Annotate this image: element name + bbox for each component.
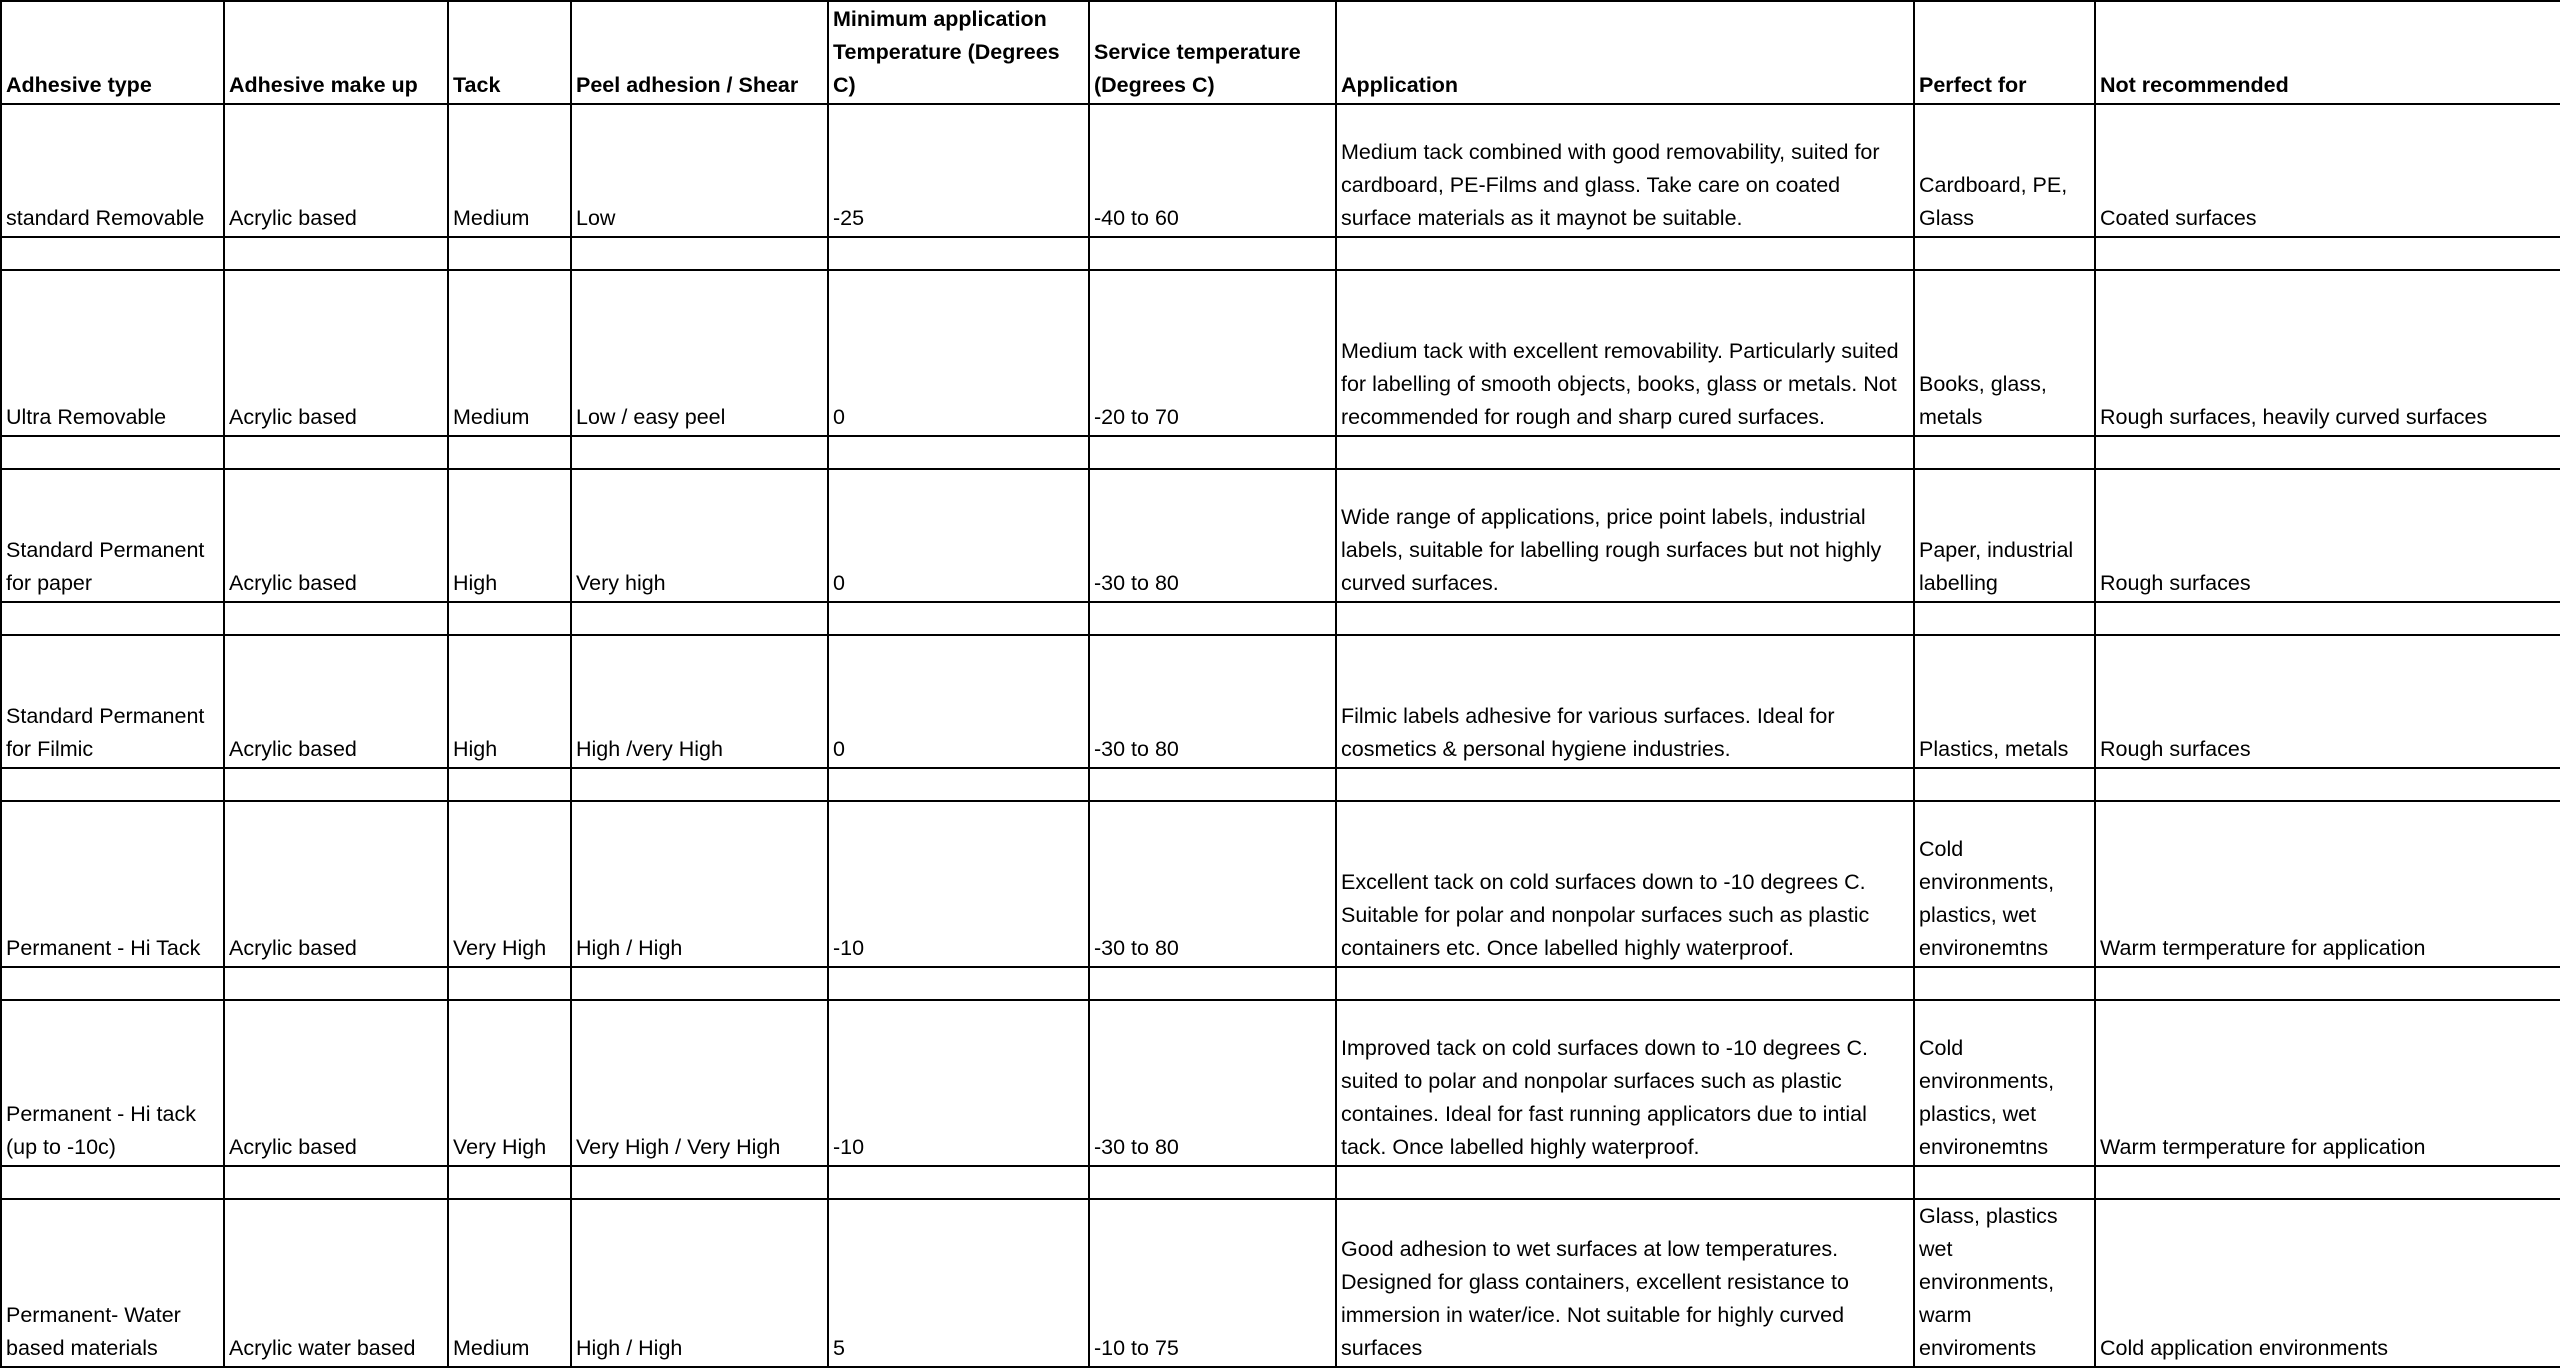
header-adhesive-type[interactable]: Adhesive type [1, 1, 224, 104]
header-row [1, 1, 2560, 104]
cell-not-recommended[interactable]: Coated surfaces [2095, 104, 2560, 237]
cell-service-temp[interactable]: -30 to 80 [1089, 635, 1336, 768]
cell-perfect-for[interactable]: Glass, plastics wet environments, warm enviroments [1914, 1199, 2095, 1367]
cell-not-recommended[interactable]: Rough surfaces [2095, 469, 2560, 602]
cell-make-up[interactable]: Acrylic based [224, 270, 448, 436]
header-adhesive-make-up[interactable]: Adhesive make up [224, 1, 448, 104]
cell-min-temp[interactable]: 0 [828, 469, 1089, 602]
spacer-row [1, 967, 2560, 1000]
cell-make-up[interactable]: Acrylic based [224, 469, 448, 602]
cell-adhesive-type[interactable]: Permanent - Hi Tack [1, 801, 224, 967]
cell-perfect-for[interactable]: Plastics, metals [1914, 635, 2095, 768]
spacer-row [1, 1166, 2560, 1199]
cell-make-up[interactable]: Acrylic based [224, 635, 448, 768]
cell-make-up[interactable]: Acrylic based [224, 104, 448, 237]
cell-min-temp[interactable]: 0 [828, 270, 1089, 436]
header-service-temp[interactable]: Service temperature (Degrees C) [1089, 1, 1336, 104]
cell-min-temp[interactable]: -10 [828, 1000, 1089, 1166]
cell-not-recommended[interactable]: Rough surfaces, heavily curved surfaces [2095, 270, 2560, 436]
table-row [1, 801, 2560, 967]
cell-service-temp[interactable]: -10 to 75 [1089, 1199, 1336, 1367]
table-row [1, 1199, 2560, 1367]
cell-application[interactable]: Excellent tack on cold surfaces down to -10 degrees C. Suitable for polar and nonpolar surfaces such as plastic containers etc. Once labelled highly waterproof. [1336, 801, 1914, 967]
cell-adhesive-type[interactable]: Standard Permanent for Filmic [1, 635, 224, 768]
spacer-row [1, 436, 2560, 469]
cell-service-temp[interactable]: -30 to 80 [1089, 1000, 1336, 1166]
cell-tack[interactable]: Very High [448, 801, 571, 967]
cell-tack[interactable]: Very High [448, 1000, 571, 1166]
cell-peel-shear[interactable]: High / High [571, 801, 828, 967]
cell-service-temp[interactable]: -40 to 60 [1089, 104, 1336, 237]
cell-adhesive-type[interactable]: Ultra Removable [1, 270, 224, 436]
cell-service-temp[interactable]: -30 to 80 [1089, 469, 1336, 602]
header-peel-adhesion[interactable]: Peel adhesion / Shear [571, 1, 828, 104]
cell-peel-shear[interactable]: Low / easy peel [571, 270, 828, 436]
cell-peel-shear[interactable]: High / High [571, 1199, 828, 1367]
cell-not-recommended[interactable]: Warm termperature for application [2095, 1000, 2560, 1166]
spacer-row [1, 602, 2560, 635]
cell-min-temp[interactable]: -10 [828, 801, 1089, 967]
cell-adhesive-type[interactable]: standard Removable [1, 104, 224, 237]
cell-service-temp[interactable]: -20 to 70 [1089, 270, 1336, 436]
header-perfect-for[interactable]: Perfect for [1914, 1, 2095, 104]
cell-adhesive-type[interactable]: Permanent- Water based materials [1, 1199, 224, 1367]
cell-adhesive-type[interactable]: Standard Permanent for paper [1, 469, 224, 602]
cell-not-recommended[interactable]: Rough surfaces [2095, 635, 2560, 768]
cell-peel-shear[interactable]: Very High / Very High [571, 1000, 828, 1166]
cell-tack[interactable]: High [448, 635, 571, 768]
cell-service-temp[interactable]: -30 to 80 [1089, 801, 1336, 967]
cell-tack[interactable]: Medium [448, 270, 571, 436]
cell-tack[interactable]: Medium [448, 104, 571, 237]
cell-application[interactable]: Wide range of applications, price point labels, industrial labels, suitable for labelling rough surfaces but not highly curved surfaces. [1336, 469, 1914, 602]
header-tack[interactable]: Tack [448, 1, 571, 104]
cell-min-temp[interactable]: -25 [828, 104, 1089, 237]
spacer-row [1, 768, 2560, 801]
table-row [1, 270, 2560, 436]
cell-peel-shear[interactable]: Low [571, 104, 828, 237]
cell-min-temp[interactable]: 5 [828, 1199, 1089, 1367]
cell-make-up[interactable]: Acrylic based [224, 801, 448, 967]
cell-application[interactable]: Improved tack on cold surfaces down to -10 degrees C. suited to polar and nonpolar surfaces such as plastic containes. Ideal for fast running applicators due to intial tack. Once labelled highly waterproof. [1336, 1000, 1914, 1166]
cell-adhesive-type[interactable]: Permanent - Hi tack (up to -10c) [1, 1000, 224, 1166]
cell-perfect-for[interactable]: Cold environments, plastics, wet environemtns [1914, 1000, 2095, 1166]
cell-tack[interactable]: Medium [448, 1199, 571, 1367]
header-min-application-temp[interactable]: Minimum application Temperature (Degrees C) [828, 1, 1089, 104]
cell-perfect-for[interactable]: Cardboard, PE, Glass [1914, 104, 2095, 237]
cell-not-recommended[interactable]: Cold application environments [2095, 1199, 2560, 1367]
cell-perfect-for[interactable]: Books, glass, metals [1914, 270, 2095, 436]
cell-perfect-for[interactable]: Cold environments, plastics, wet environemtns [1914, 801, 2095, 967]
cell-peel-shear[interactable]: High /very High [571, 635, 828, 768]
spacer-row [1, 237, 2560, 270]
cell-application[interactable]: Medium tack combined with good removability, suited for cardboard, PE-Films and glass. Take care on coated surface materials as it maynot be suitable. [1336, 104, 1914, 237]
header-not-recommended[interactable]: Not recommended [2095, 1, 2560, 104]
table-row [1, 469, 2560, 602]
cell-application[interactable]: Filmic labels adhesive for various surfaces. Ideal for cosmetics & personal hygiene industries. [1336, 635, 1914, 768]
table-row [1, 104, 2560, 237]
cell-application[interactable]: Good adhesion to wet surfaces at low temperatures. Designed for glass containers, excellent resistance to immersion in water/ice. Not suitable for highly curved surfaces [1336, 1199, 1914, 1367]
cell-peel-shear[interactable]: Very high [571, 469, 828, 602]
cell-application[interactable]: Medium tack with excellent removability. Particularly suited for labelling of smooth objects, books, glass or metals. Not recommended for rough and sharp cured surfaces. [1336, 270, 1914, 436]
cell-perfect-for[interactable]: Paper, industrial labelling [1914, 469, 2095, 602]
cell-make-up[interactable]: Acrylic based [224, 1000, 448, 1166]
table-row [1, 1000, 2560, 1166]
cell-min-temp[interactable]: 0 [828, 635, 1089, 768]
cell-make-up[interactable]: Acrylic water based [224, 1199, 448, 1367]
table-row [1, 635, 2560, 768]
cell-tack[interactable]: High [448, 469, 571, 602]
header-application[interactable]: Application [1336, 1, 1914, 104]
cell-not-recommended[interactable]: Warm termperature for application [2095, 801, 2560, 967]
